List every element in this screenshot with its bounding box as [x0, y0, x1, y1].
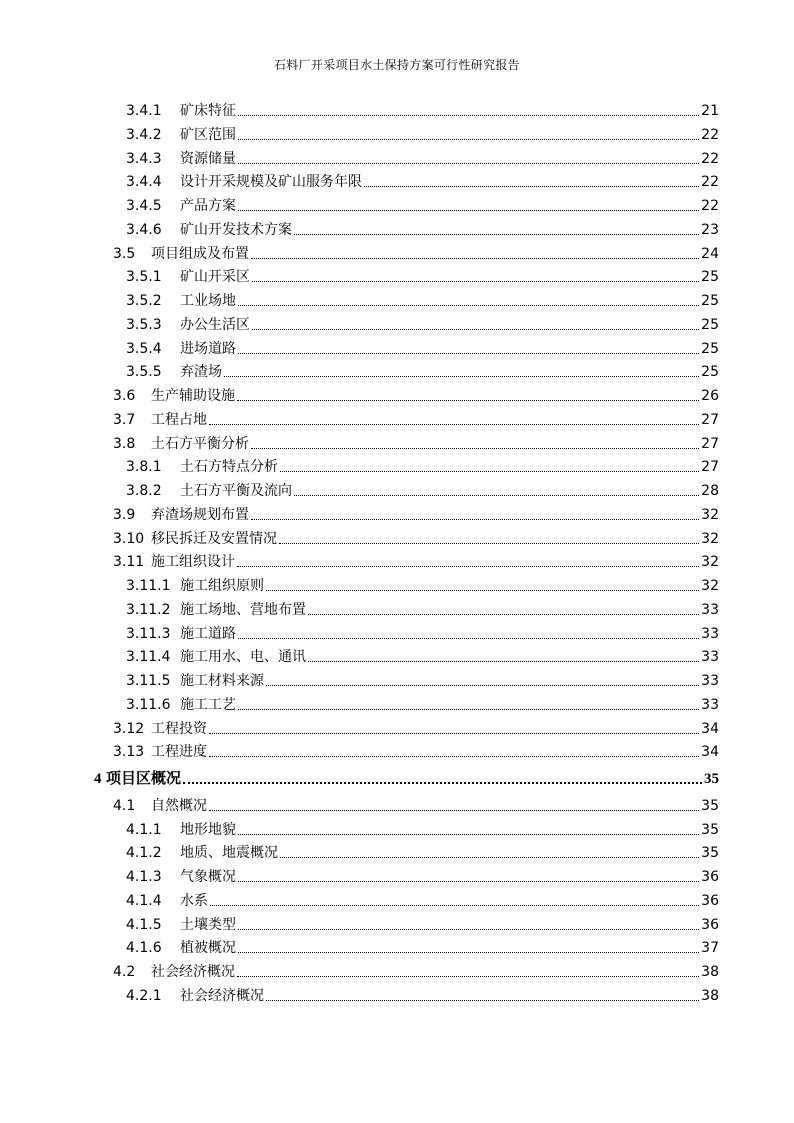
toc-entry-page: 36 [701, 869, 719, 885]
toc-entry-number: 4.2 [113, 964, 136, 980]
toc-entry-page: 32 [701, 554, 719, 571]
dot-leader [238, 637, 699, 639]
toc-entry[interactable] [126, 886, 719, 910]
toc-entry-number: 3.5.5 [126, 364, 162, 381]
toc-entry[interactable] [113, 429, 719, 453]
toc-entry-number: 4.1 [113, 797, 136, 814]
toc-entry-title: 社会经济概况 [180, 987, 264, 1004]
toc-entry-title: 气象概况 [180, 869, 236, 885]
dot-leader [238, 833, 699, 835]
toc-entry-page: 25 [701, 340, 719, 357]
dot-leader [308, 660, 699, 662]
toc-entry-title: 施工工艺 [180, 696, 236, 713]
dot-leader [210, 904, 699, 906]
toc-entry[interactable] [126, 476, 719, 500]
toc-entry-title: 工程占地 [151, 411, 207, 428]
toc-entry-number: 3.6 [113, 388, 136, 404]
toc-entry-number: 3.8 [113, 435, 136, 452]
toc-entry-title: 社会经济概况 [151, 964, 235, 980]
dot-leader [238, 928, 699, 930]
dot-leader [183, 781, 702, 784]
toc-entry-number: 3.4.6 [126, 221, 162, 238]
toc-entry-title: 矿区范围 [180, 126, 236, 143]
toc-entry-page: 35 [704, 771, 719, 787]
dot-leader [209, 809, 699, 811]
toc-entry-number: 3.11.2 [126, 601, 171, 618]
toc-entry-page: 32 [701, 530, 719, 547]
toc-entry-title: 土石方平衡及流向 [180, 483, 292, 499]
toc-entry[interactable] [126, 595, 719, 619]
toc-entry-page: 33 [701, 673, 719, 689]
toc-entry-page: 34 [701, 720, 719, 737]
toc-entry-title: 生产辅助设施 [151, 388, 235, 404]
dot-leader [238, 138, 699, 140]
toc-entry-page: 36 [701, 916, 719, 933]
toc-entry[interactable] [126, 690, 719, 714]
toc-entry-number: 3.5.1 [126, 269, 162, 286]
toc-entry-page: 36 [701, 892, 719, 909]
toc-entry-page: 35 [701, 845, 719, 862]
toc-entry-number: 4.1.3 [126, 869, 162, 885]
toc-entry-page: 33 [701, 649, 719, 666]
dot-leader [238, 162, 699, 164]
toc-entry-page: 22 [701, 198, 719, 214]
toc-entry-page: 37 [701, 940, 719, 957]
toc-entry-number: 3.5.3 [126, 316, 162, 333]
dot-leader [209, 732, 699, 734]
toc-entry-page: 35 [701, 821, 719, 838]
toc-entry-number: 3.11.1 [126, 578, 171, 594]
toc-entry[interactable] [126, 120, 719, 144]
toc-entry-number: 4.1.5 [126, 916, 162, 933]
toc-entry-number: 4.1.4 [126, 892, 162, 909]
toc-entry-title: 项目区概况 [106, 771, 182, 787]
toc-entry-number: 3.4.3 [126, 150, 162, 167]
toc-entry-title: 土壤类型 [180, 916, 236, 933]
toc-entry[interactable] [126, 910, 719, 934]
toc-entry-number: 3.11.5 [126, 673, 171, 689]
toc-entry[interactable] [113, 714, 719, 738]
toc-entry-title: 植被概况 [180, 940, 236, 957]
toc-entry-title: 矿山开发技术方案 [180, 221, 292, 238]
dot-leader [308, 613, 699, 615]
dot-leader [252, 328, 699, 330]
toc-entry[interactable] [126, 334, 719, 358]
toc-entry-number: 3.11 [113, 554, 145, 571]
toc-entry-title: 地质、地震概况 [180, 845, 278, 862]
toc-entry[interactable] [126, 815, 719, 839]
toc-entry[interactable] [126, 666, 719, 690]
toc-entry-page: 25 [701, 364, 719, 381]
toc-entry[interactable] [126, 838, 719, 862]
dot-leader [266, 684, 699, 686]
toc-entry[interactable] [126, 191, 719, 215]
dot-leader [280, 470, 699, 472]
toc-entry[interactable] [113, 957, 719, 981]
dot-leader [280, 856, 699, 858]
toc-entry-number: 3.5.2 [126, 293, 162, 309]
toc-entry[interactable] [126, 144, 719, 168]
dot-leader [237, 399, 699, 401]
toc-entry-title: 施工道路 [180, 625, 236, 642]
toc-entry[interactable] [126, 642, 719, 666]
toc-entry-page: 25 [701, 269, 719, 286]
dot-leader [251, 257, 699, 259]
dot-leader [237, 565, 699, 567]
toc-entry-number: 3.5.4 [126, 340, 162, 357]
toc-entry[interactable] [113, 547, 719, 571]
toc-entry-title: 工程投资 [151, 720, 207, 737]
toc-entry[interactable] [126, 452, 719, 476]
toc-entry-title: 工程进度 [151, 744, 207, 761]
toc-entry-title: 地形地貌 [180, 821, 236, 838]
toc-entry-title: 产品方案 [180, 198, 236, 214]
toc-entry-number: 4.1.2 [126, 845, 162, 862]
toc-entry[interactable] [113, 524, 719, 548]
toc-entry-number: 3.8.1 [126, 459, 162, 476]
toc-entry-page: 25 [701, 316, 719, 333]
toc-entry-title: 矿山开采区 [180, 269, 250, 286]
toc-entry[interactable] [126, 933, 719, 957]
toc-entry-title: 移民拆迁及安置情况 [151, 530, 277, 547]
toc-entry-page: 22 [701, 174, 719, 191]
toc-entry-page: 32 [701, 506, 719, 523]
toc-entry-title: 项目组成及布置 [151, 245, 249, 262]
toc-entry-page: 28 [701, 483, 719, 499]
toc-entry[interactable] [126, 167, 719, 191]
dot-leader [266, 589, 699, 591]
toc-entry-page: 38 [701, 987, 719, 1004]
toc-entry-page: 38 [701, 964, 719, 980]
toc-entry-number: 3.12 [113, 720, 145, 737]
toc-entry-title: 土石方平衡分析 [151, 435, 249, 452]
toc-entry[interactable] [126, 862, 719, 886]
dot-leader [238, 951, 699, 953]
toc-entry-title: 施工组织设计 [151, 554, 235, 571]
toc-entry-page: 33 [701, 696, 719, 713]
dot-leader [238, 352, 699, 354]
toc-entry-page: 22 [701, 150, 719, 167]
toc-entry-number: 4.1.1 [126, 821, 162, 838]
toc-entry-title: 矿床特征 [180, 103, 236, 119]
dot-leader [237, 975, 699, 977]
dot-leader [251, 447, 699, 449]
toc-entry-page: 24 [701, 245, 719, 262]
toc-entry-page: 27 [701, 435, 719, 452]
toc-entry[interactable] [113, 239, 719, 263]
toc-entry-title: 施工材料来源 [180, 673, 264, 689]
toc-entry-page: 27 [701, 459, 719, 476]
toc-entry-title: 工业场地 [180, 293, 236, 309]
toc-entry-title: 土石方特点分析 [180, 459, 278, 476]
toc-entry[interactable] [126, 981, 719, 1005]
toc-entry-title: 进场道路 [180, 340, 236, 357]
dot-leader [279, 542, 699, 544]
toc-entry[interactable] [126, 286, 719, 310]
toc-entry-title: 施工场地、营地布置 [180, 601, 306, 618]
toc-entry-number: 3.10 [113, 530, 145, 547]
dot-leader [209, 755, 699, 757]
toc-entry-title: 资源储量 [180, 150, 236, 167]
toc-entry-page: 27 [701, 411, 719, 428]
toc-entry-page: 26 [701, 388, 719, 404]
dot-leader [238, 304, 699, 306]
page-header: 石料厂开采项目水土保持方案可行性研究报告 [273, 58, 520, 72]
toc-entry-page: 23 [701, 221, 719, 238]
toc-entry-number: 3.11.3 [126, 625, 171, 642]
dot-leader [238, 209, 699, 211]
toc-entry-title: 施工组织原则 [180, 578, 264, 594]
dot-leader [252, 280, 699, 282]
toc-entry-page: 32 [701, 578, 719, 594]
toc-entry-number: 3.11.4 [126, 649, 171, 666]
dot-leader [238, 880, 699, 882]
toc-entry-title: 设计开采规模及矿山服务年限 [180, 174, 362, 191]
toc-entry[interactable] [113, 381, 719, 405]
dot-leader [294, 494, 699, 496]
toc-entry-number: 3.4.4 [126, 174, 162, 191]
toc-entry-number: 3.8.2 [126, 483, 162, 499]
dot-leader [224, 375, 699, 377]
dot-leader [238, 114, 699, 116]
toc-entry[interactable] [126, 357, 719, 381]
toc-entry[interactable] [94, 764, 719, 788]
toc-entry-number: 4.1.6 [126, 940, 162, 957]
toc-entry[interactable] [126, 262, 719, 286]
dot-leader [238, 708, 699, 710]
toc-entry[interactable] [113, 405, 719, 429]
toc-entry[interactable] [113, 737, 719, 761]
toc-entry-number: 3.4.2 [126, 126, 162, 143]
toc-entry[interactable] [126, 310, 719, 334]
toc-entry[interactable] [126, 215, 719, 239]
toc-entry-title: 自然概况 [151, 797, 207, 814]
toc-entry-number: 3.13 [113, 744, 145, 761]
toc-entry-number: 3.4.5 [126, 198, 162, 214]
toc-entry-number: 3.7 [113, 411, 136, 428]
dot-leader [266, 999, 699, 1001]
dot-leader [294, 233, 699, 235]
dot-leader [209, 423, 699, 425]
toc-entry-page: 35 [701, 797, 719, 814]
toc-entry[interactable] [113, 791, 719, 815]
toc-entry-title: 弃渣场 [180, 364, 222, 381]
toc-entry-number: 4 [94, 771, 102, 787]
toc-entry-page: 25 [701, 293, 719, 309]
toc-entry-title: 水系 [180, 892, 208, 909]
toc-entry[interactable] [126, 571, 719, 595]
toc-entry-page: 21 [701, 103, 719, 119]
toc-entry-page: 33 [701, 601, 719, 618]
toc-entry-page: 22 [701, 126, 719, 143]
dot-leader [251, 518, 699, 520]
toc-entry-number: 3.5 [113, 245, 136, 262]
toc-entry-number: 3.11.6 [126, 696, 171, 713]
dot-leader [364, 185, 699, 187]
toc-entry-title: 弃渣场规划布置 [151, 506, 249, 523]
toc-entry-title: 办公生活区 [180, 316, 250, 333]
toc-entry-title: 施工用水、电、通讯 [180, 649, 306, 666]
toc-entry-page: 33 [701, 625, 719, 642]
toc-entry[interactable] [113, 500, 719, 524]
toc-entry-number: 3.9 [113, 506, 136, 523]
toc-entry-number: 3.4.1 [126, 103, 162, 119]
toc-entry[interactable] [126, 96, 719, 120]
toc-entry[interactable] [126, 619, 719, 643]
toc-entry-number: 4.2.1 [126, 987, 162, 1004]
toc-entry-page: 34 [701, 744, 719, 761]
